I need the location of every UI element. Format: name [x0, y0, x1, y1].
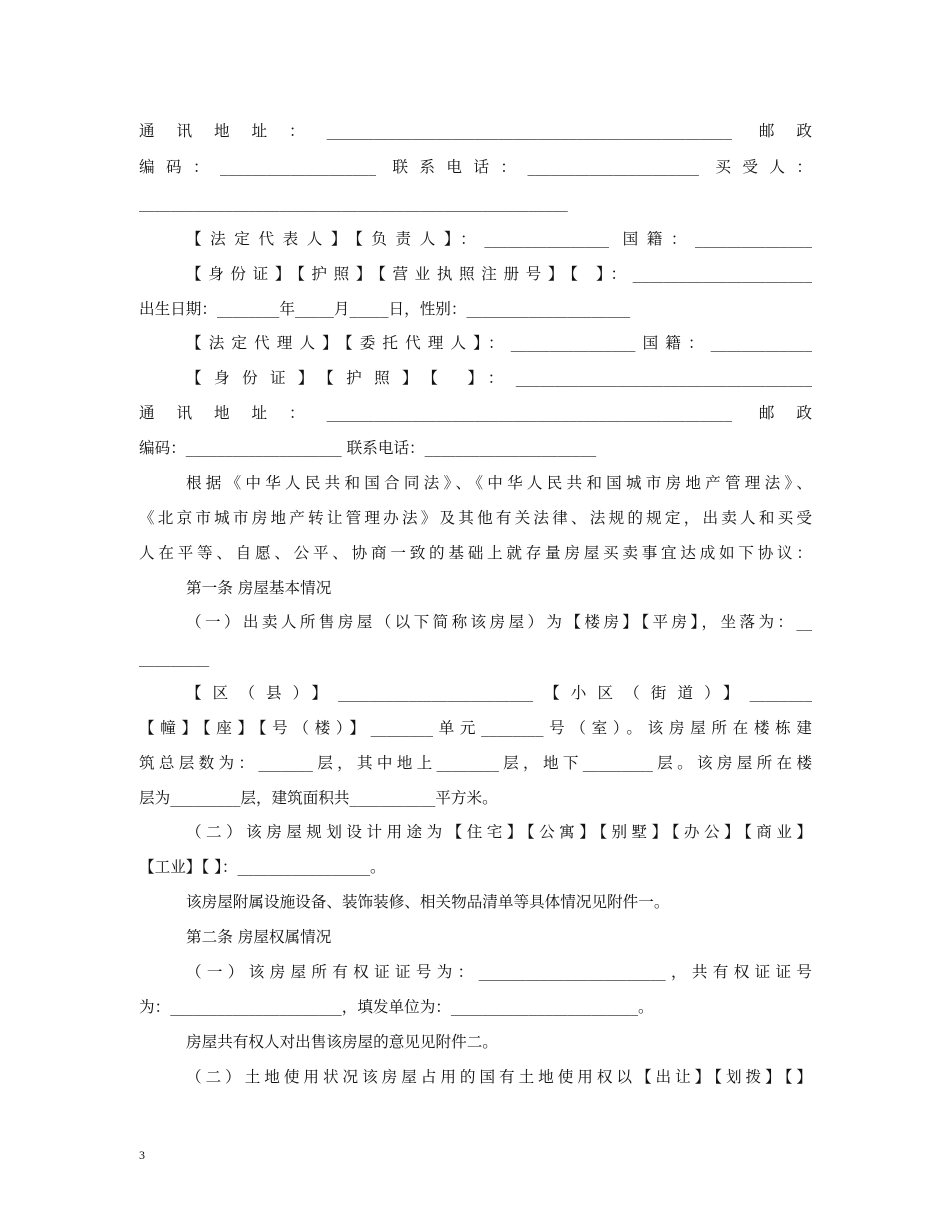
page-number: 3 — [139, 1148, 145, 1162]
text-line: 【身份证】【护照】【营业执照注册号】【 】：_______________________ — [186, 265, 812, 283]
text-line: 【法定代表人】【负责人】：________________ 国籍：_______________ — [186, 230, 812, 248]
text-line: 【身份证】【护照】【 】：______________________________________ — [186, 369, 812, 387]
text-line: 房屋共有权人对出售该房屋的意见见附件二。 — [186, 1033, 498, 1051]
text-line: 【幢】【座】【号（楼）】________单元________号（室）。该房屋所在楼栋建 — [139, 719, 812, 737]
text-line: 出生日期：________年_____月_____日，性别：_____________________ — [139, 300, 631, 318]
text-line: （二）土地使用状况该房屋占用的国有土地使用权以【出让】【划拨】【】 — [186, 1068, 812, 1086]
text-line: 《北京市城市房地产转让管理办法》及其他有关法律、法规的规定，出卖人和买受 — [139, 509, 812, 527]
section-heading: 第一条 房屋基本情况 — [186, 579, 332, 597]
text-line: 根据《中华人民共和国合同法》、《中华人民共和国城市房地产管理法》、 — [186, 474, 812, 492]
text-line: 该房屋附属设施设备、装饰装修、相关物品清单等具体情况见附件一。 — [186, 893, 670, 911]
text-line: 【区（县）】_________________________【小区（街道）】________ — [186, 684, 812, 702]
text-line: 编码：____________________ 联系电话：______________________ 买受人： — [139, 158, 812, 176]
text-line: 【法定代理人】【委托代理人】：________________国籍：_____________ — [186, 334, 812, 352]
text-line: 【工业】【 】：_________________。 — [139, 858, 386, 876]
text-line: _________ — [139, 649, 210, 667]
text-line: （一）该房屋所有权证证号为：________________________，共有权证证号 — [186, 963, 812, 981]
text-line: 为：______________________，填发单位为：________________________。 — [139, 998, 654, 1016]
text-line: 编码：____________________ 联系电话：______________________ — [139, 439, 597, 457]
text-line: （二）该房屋规划设计用途为【住宅】【公寓】【别墅】【办公】【商业】 — [186, 823, 812, 841]
text-line: 层为_________层，建筑面积共___________平方米。 — [139, 789, 498, 807]
text-line: 筑总层数为：_______层，其中地上________层，地下_________层。该房屋所在楼 — [139, 754, 812, 772]
text-line: （一）出卖人所售房屋（以下简称该房屋）为【楼房】【平房】，坐落为：__ — [186, 613, 812, 631]
text-line: 人在平等、自愿、公平、协商一致的基础上就存量房屋买卖事宜达成如下协议： — [139, 544, 812, 562]
text-line: 通讯地址：____________________________________________________ 邮政 — [139, 122, 812, 140]
text-line: 通讯地址：____________________________________________________ 邮政 — [139, 404, 812, 422]
text-line: _______________________________________________________ — [139, 194, 568, 212]
section-heading: 第二条 房屋权属情况 — [186, 928, 332, 946]
